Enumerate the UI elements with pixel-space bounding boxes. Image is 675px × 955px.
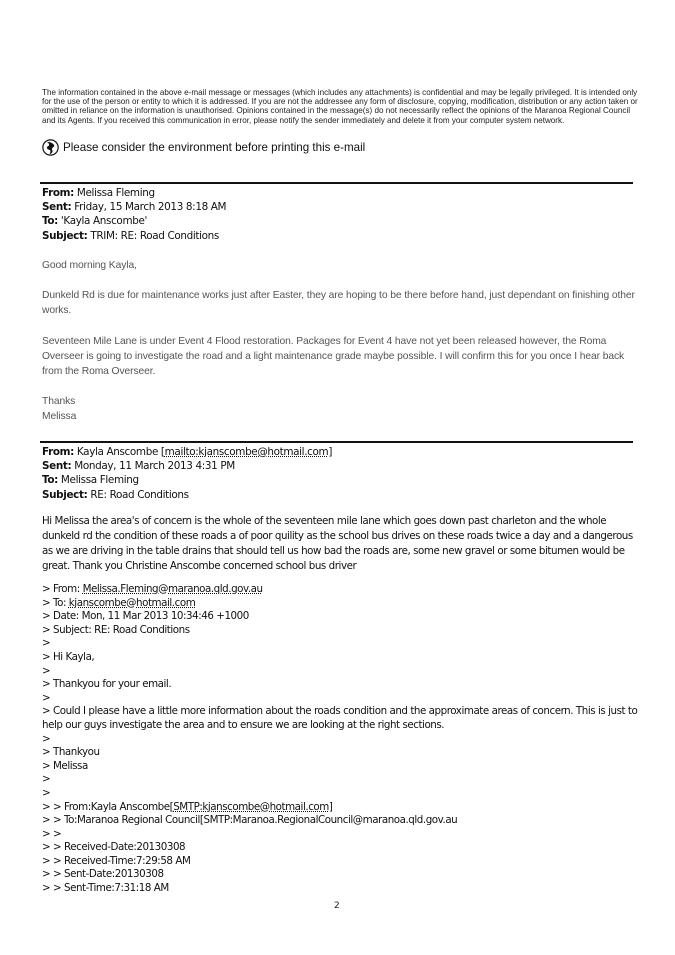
quoted-blank: > xyxy=(42,773,51,786)
quoted-signature: > Melissa xyxy=(42,759,88,772)
quoted-date: > Date: Mon, 11 Mar 2013 10:34:46 +1000 xyxy=(42,610,249,623)
separator-line xyxy=(40,182,633,184)
body-paragraph: Seventeen Mile Lane is under Event 4 Flood restoration. Packages for Event 4 have not yet been released however, the Roma Overseer is going to investigate the road and a light maintenance grade maybe possible. I will confirm this for you once I hear back from the Roma Overseer. xyxy=(42,335,625,378)
quoted-to-row xyxy=(42,597,647,611)
nested-to-row: > > To:Maranoa Regional Council[SMTP:Maranoa.RegionalCouncil@maranoa.qld.gov.au xyxy=(42,814,458,827)
received-time: > > Received-Time:7:29:58 AM xyxy=(42,854,191,867)
to-label: To: xyxy=(42,215,58,228)
quoted-blank: > xyxy=(42,786,51,799)
nested-from-link[interactable]: SMTP:kjanscombe@hotmail.com xyxy=(173,800,329,813)
mailto-link[interactable]: mailto:kjanscombe@hotmail.com xyxy=(164,446,329,458)
email2-subject-row xyxy=(42,488,642,502)
email1-body xyxy=(42,258,642,425)
page-number: 2 xyxy=(334,901,340,911)
email2-from-row: From: Kayla Anscombe [mailto:kjanscombe@hotmail.com] xyxy=(42,446,333,458)
quoted-request: > Could I please have a little more information about the roads condition and the approximate areas of concern. This is just to help our guys investigate the area and to ensure we are looking at the right sections. xyxy=(42,705,641,731)
email1-header xyxy=(42,186,642,243)
sent-value: Friday, 15 March 2013 8:18 AM xyxy=(74,201,227,214)
email2-sent-row xyxy=(42,459,642,473)
from-label: From: xyxy=(42,446,74,458)
nested-from-row xyxy=(42,801,647,815)
quoted-message xyxy=(42,583,647,896)
email1-sent-row xyxy=(42,200,642,214)
nested-blank: > > xyxy=(42,827,62,840)
sent-time: > > Sent-Time:7:31:18 AM xyxy=(42,882,169,895)
subject-value: TRIM: RE: Road Conditions xyxy=(90,229,219,242)
quoted-from-prefix: > From: xyxy=(42,583,83,595)
nested-from-prefix: > > From:Kayla Anscombe[ xyxy=(42,800,174,813)
sent-label: Sent: xyxy=(42,460,72,473)
quoted-subject: > Subject: RE: Road Conditions xyxy=(42,623,190,636)
quoted-to-prefix: > To: xyxy=(42,596,69,609)
quoted-from-link[interactable]: Melissa.Fleming@maranoa.qld.gov.au xyxy=(82,583,263,595)
email1-subject-row xyxy=(42,229,642,243)
quoted-from-row xyxy=(42,583,647,597)
to-value: Melissa Fleming xyxy=(60,474,139,487)
email2-header xyxy=(42,445,642,502)
globe-icon xyxy=(42,139,59,156)
email2-body: Hi Melissa the area's of concern is the whole of the seventeen mile lane which goes down past charleton and the whole dunkeld rd the condition of these roads a of poor quility as the school bus drives on these roads twice a day and a dangerous as we are driving in the table drains that should tell us how bad the roads are, some new gravel or some bitumen would be great. Thank you Christine Anscombe concerned school bus driver xyxy=(42,515,633,572)
nested-from-suffix: ] xyxy=(328,800,333,813)
quoted-to-link[interactable]: kjanscombe@hotmail.com xyxy=(68,596,196,609)
signoff: Thanks xyxy=(42,396,76,408)
to-label: To: xyxy=(42,474,58,487)
subject-value: RE: Road Conditions xyxy=(90,488,189,501)
environment-text: Please consider the environment before printing this e-mail xyxy=(63,140,366,154)
subject-label: Subject: xyxy=(42,488,88,501)
sent-date: > > Sent-Date:20130308 xyxy=(42,868,164,881)
email1-from-row xyxy=(42,186,642,200)
to-value: 'Kayla Anscombe' xyxy=(60,215,148,228)
from-value: Kayla Anscombe xyxy=(76,446,158,458)
environment-notice xyxy=(42,137,365,157)
body-paragraph: Dunkeld Rd is due for maintenance works just after Easter, they are hoping to be there before hand, just dependant on finishing other works. xyxy=(42,290,635,317)
email1-to-row xyxy=(42,214,642,228)
quoted-signoff: > Thankyou xyxy=(42,746,100,759)
from-value: Melissa Fleming xyxy=(76,187,155,199)
quoted-greeting: > Hi Kayla, xyxy=(42,650,95,663)
email2-to-row xyxy=(42,473,642,487)
sent-label: Sent: xyxy=(42,201,72,214)
quoted-blank: > xyxy=(42,732,51,745)
sent-value: Monday, 11 March 2013 4:31 PM xyxy=(74,460,235,473)
quoted-blank: > xyxy=(42,637,51,650)
received-date: > > Received-Date:20130308 xyxy=(42,841,186,854)
from-label: From: xyxy=(42,187,74,199)
quoted-blank: > xyxy=(42,691,51,704)
quoted-thanks-line: > Thankyou for your email. xyxy=(42,678,172,691)
greeting: Good morning Kayla, xyxy=(42,260,137,271)
quoted-blank: > xyxy=(42,664,51,677)
signature: Melissa xyxy=(42,411,77,423)
subject-label: Subject: xyxy=(42,229,88,242)
separator-line xyxy=(40,441,633,443)
confidentiality-disclaimer: The information contained in the above e-mail message or messages (which includes any attachments) is confidential and may be legally privileged. It is intended only for the use of the person or entity to which it is addressed. If you are not the addressee any form of disclosure, copying, modification, distribution or any action taken or omitted in reliance on the information is unauthorised. Opinions contained in the message(s) do not necessarily reflect the opinions of the Maranoa Regional Council and its Agents. If you received this communication in error, please notify the sender immediately and delete it from your computer system network. xyxy=(42,88,638,125)
